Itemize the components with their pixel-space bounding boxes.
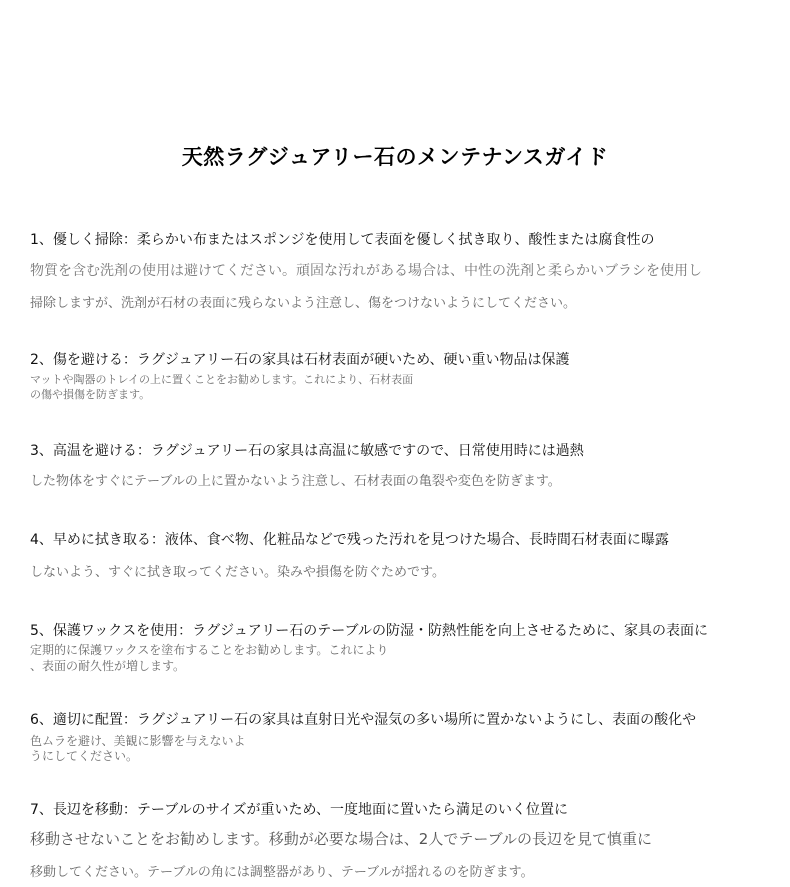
page-title: 天然ラグジュアリー石のメンテナンスガイド [181, 145, 609, 169]
section-4-heading: 4、早めに拭き取る：液体、食べ物、化粧品などで残った汚れを見つけた場合、長時間石材表面に曝露 [30, 532, 669, 548]
section-7-heading: 7、長辺を移動：テーブルのサイズが重いため、一度地面に置いたら満足のいく位置に [30, 802, 568, 818]
section-2-line-2: の傷や損傷を防ぎます。 [30, 388, 151, 401]
section-7-line-1: 移動させないことをお勧めします。移動が必要な場合は、2人でテーブルの長辺を見て慎重に [30, 830, 652, 848]
section-1-line-1: 物質を含む洗剤の使用は避けてください。頑固な汚れがある場合は、中性の洗剤と柔らかいブラシを使用し [30, 263, 702, 279]
section-5-line-1: 定期的に保護ワックスを塗布することをお勧めします。これにより [30, 643, 389, 657]
section-5-heading: 5、保護ワックスを使用：ラグジュアリー石のテーブルの防湿・防熱性能を向上させるために、家具の表面に [30, 623, 708, 639]
section-3-line-1: した物体をすぐにテーブルの上に置かないよう注意し、石材表面の亀裂や変色を防ぎます。 [30, 474, 561, 489]
section-4-line-1: しないよう、すぐに拭き取ってください。染みや損傷を防ぐためです。 [30, 565, 445, 580]
section-6-line-1: 色ムラを避け、美観に影響を与えないよ [30, 734, 246, 748]
section-3-heading: 3、高温を避ける：ラグジュアリー石の家具は高温に敏感ですので、日常使用時には過熱 [30, 443, 584, 459]
section-1-heading: 1、優しく掃除：柔らかい布またはスポンジを使用して表面を優しく拭き取り、酸性または腐食性の [30, 232, 655, 248]
section-2-line-1: マットや陶器のトレイの上に置くことをお勧めします。これにより、石材表面 [30, 373, 414, 386]
section-7-line-2: 移動してください。テーブルの角には調整器があり、テーブルが揺れるのを防ぎます。 [30, 865, 534, 880]
section-5-line-2: 、表面の耐久性が増します。 [30, 659, 186, 673]
section-1-line-2: 掃除しますが、洗剤が石材の表面に残らないよう注意し、傷をつけないようにしてください。 [30, 296, 577, 311]
section-2-heading: 2、傷を避ける：ラグジュアリー石の家具は石材表面が硬いため、硬い重い物品は保護 [30, 352, 570, 368]
section-6-heading: 6、適切に配置：ラグジュアリー石の家具は直射日光や湿気の多い場所に置かないようにし、表面の酸化や [30, 712, 697, 728]
section-6-line-2: うにしてください。 [30, 749, 139, 763]
